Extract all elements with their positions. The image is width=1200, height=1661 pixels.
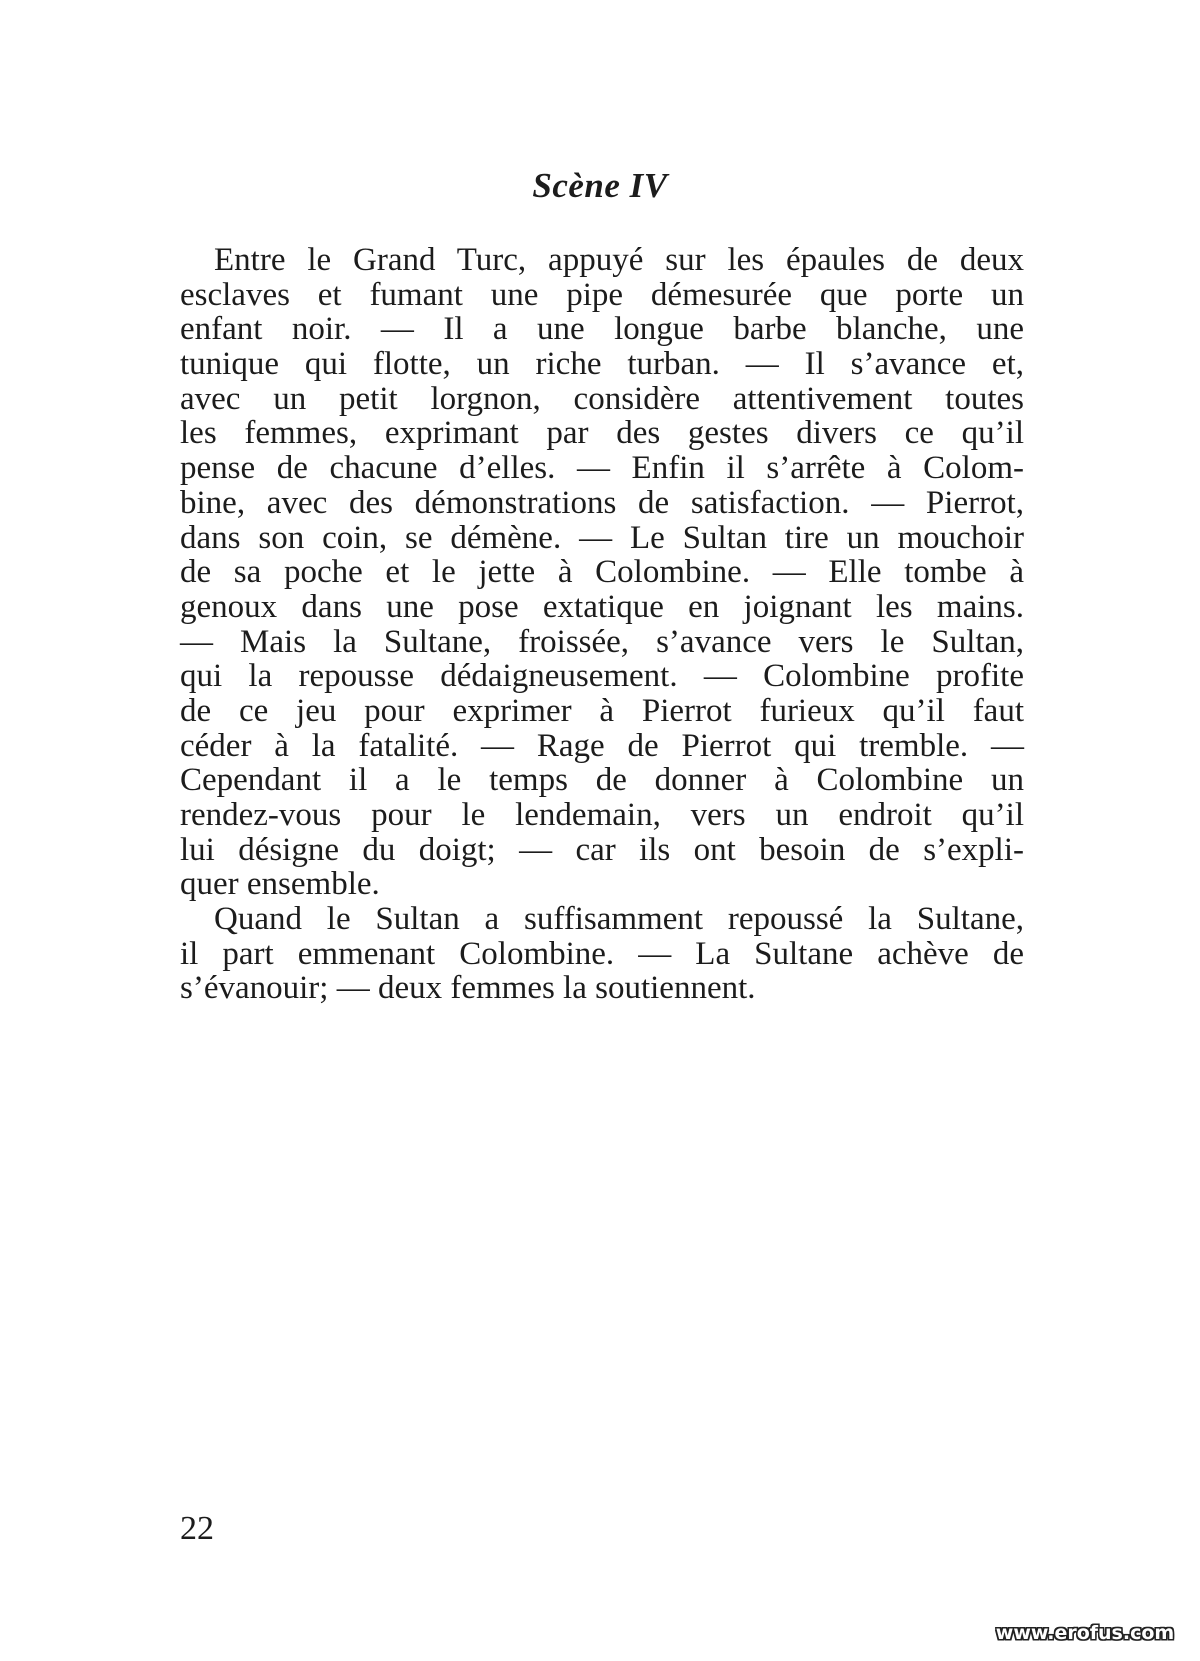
text-line: tunique qui flotte, un riche turban. — Il s’avance et, — [180, 346, 1024, 383]
text-line: il part emmenant Colombine. — La Sultane achève de — [180, 935, 1024, 972]
watermark-logo: www.erofus.com — [990, 1617, 1180, 1649]
text-line: bine, avec des démonstrations de satisfaction. — Pierrot, — [180, 484, 1024, 521]
text-line: Quand le Sultan a suffisamment repoussé la Sultane, — [214, 901, 1024, 938]
text-line: céder à la fatalité. — Rage de Pierrot qui tremble. — — [180, 727, 1024, 764]
text-line: pense de chacune d’elles. — Enfin il s’arrête à Colom- — [180, 450, 1024, 487]
text-line: quer ensemble. — [180, 866, 380, 903]
text-line: enfant noir. — Il a une longue barbe blanche, une — [180, 311, 1024, 348]
paragraph — [180, 902, 1024, 1006]
paragraph — [180, 243, 1024, 902]
text-line: de sa poche et le jette à Colombine. — Elle tombe à — [180, 554, 1024, 591]
text-line: dans son coin, se démène. — Le Sultan tire un mouchoir — [180, 519, 1024, 556]
text-line: avec un petit lorgnon, considère attentivement toutes — [180, 380, 1024, 417]
text-line: qui la repousse dédaigneusement. — Colombine profite — [180, 658, 1024, 695]
text-line: lui désigne du doigt; — car ils ont besoin de s’expli- — [180, 831, 1024, 868]
text-line: — Mais la Sultane, froissée, s’avance vers le Sultan, — [180, 623, 1024, 660]
text-line: rendez-vous pour le lendemain, vers un endroit qu’il — [180, 797, 1024, 833]
page-number: 22 — [180, 1510, 214, 1547]
stage-directions — [180, 243, 1024, 1006]
text-line: esclaves et fumant une pipe démesurée que porte un — [180, 276, 1024, 313]
text-line: genoux dans une pose extatique en joignant les mains. — [180, 588, 1024, 625]
text-line: s’évanouir; — deux femmes la soutiennent. — [180, 970, 756, 1007]
text-line: les femmes, exprimant par des gestes divers ce qu’il — [180, 415, 1024, 452]
text-line: Entre le Grand Turc, appuyé sur les épaules de deux — [214, 242, 1024, 278]
text-line: de ce jeu pour exprimer à Pierrot furieux qu’il faut — [180, 692, 1024, 729]
text-line: Cependant il a le temps de donner à Colombine un — [180, 762, 1024, 799]
scene-title: Scène IV — [532, 166, 668, 205]
